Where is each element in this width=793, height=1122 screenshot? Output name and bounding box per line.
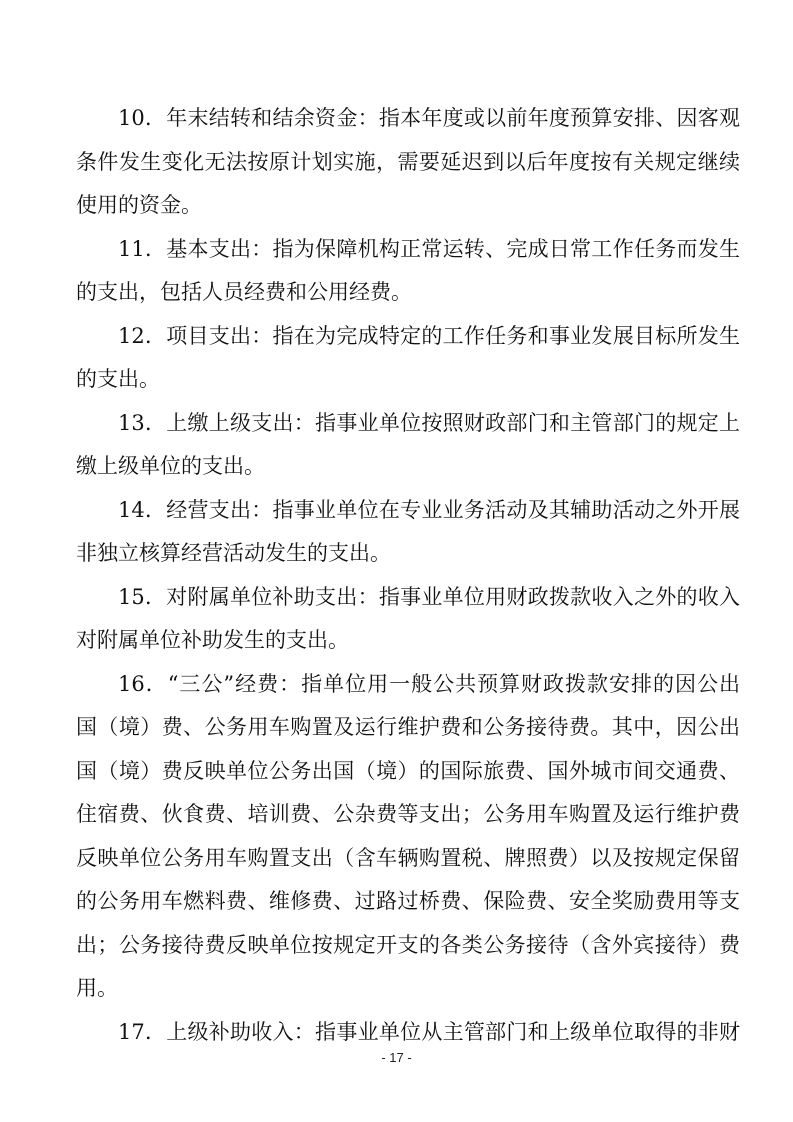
paragraph-14-line-1: 14．经营支出：指事业单位在专业业务活动及其辅助活动之外开展 — [118, 498, 740, 522]
paragraph-11-line-2: 的支出，包括人员经费和公用经费。 — [76, 280, 412, 304]
paragraph-10-line-2: 条件发生变化无法按原计划实施，需要延迟到以后年度按有关规定继续 — [76, 150, 740, 174]
paragraph-10-line-1: 10．年末结转和结余资金：指本年度或以前年度预算安排、因客观 — [118, 106, 740, 130]
page-number: - 17 - — [381, 1050, 412, 1065]
paragraph-17-line-1: 17．上级补助收入：指事业单位从主管部门和上级单位取得的非财 — [118, 1020, 740, 1044]
paragraph-16-line-4: 住宿费、伙食费、培训费、公杂费等支出；公务用车购置及运行维护费 — [76, 802, 740, 826]
paragraph-16-line-3: 国（境）费反映单位公务出国（境）的国际旅费、国外城市间交通费、 — [76, 759, 740, 783]
paragraph-12-line-2: 的支出。 — [76, 367, 160, 391]
paragraph-12-line-1: 12．项目支出：指在为完成特定的工作任务和事业发展目标所发生 — [118, 324, 740, 348]
paragraph-11-line-1: 11．基本支出：指为保障机构正常运转、完成日常工作任务而发生 — [118, 237, 740, 261]
paragraph-10-line-3: 使用的资金。 — [76, 193, 202, 217]
paragraph-16-line-2: 国（境）费、公务用车购置及运行维护费和公务接待费。其中，因公出 — [76, 715, 740, 739]
paragraph-16-line-1: 16．“三公”经费：指单位用一般公共预算财政拨款安排的因公出 — [118, 672, 740, 696]
paragraph-15-line-2: 对附属单位补助发生的支出。 — [76, 628, 349, 652]
paragraph-15-line-1: 15．对附属单位补助支出：指事业单位用财政拨款收入之外的收入 — [118, 585, 740, 609]
paragraph-16-line-5: 反映单位公务用车购置支出（含车辆购置税、牌照费）以及按规定保留 — [76, 846, 740, 870]
paragraph-16-line-7: 出；公务接待费反映单位按规定开支的各类公务接待（含外宾接待）费 — [76, 933, 740, 957]
paragraph-16-line-8: 用。 — [76, 976, 118, 1000]
paragraph-13-line-2: 缴上级单位的支出。 — [76, 454, 265, 478]
paragraph-16-line-6: 的公务用车燃料费、维修费、过路过桥费、保险费、安全奖励费用等支 — [76, 889, 740, 913]
paragraph-14-line-2: 非独立核算经营活动发生的支出。 — [76, 541, 391, 565]
paragraph-13-line-1: 13．上缴上级支出：指事业单位按照财政部门和主管部门的规定上 — [118, 411, 740, 435]
